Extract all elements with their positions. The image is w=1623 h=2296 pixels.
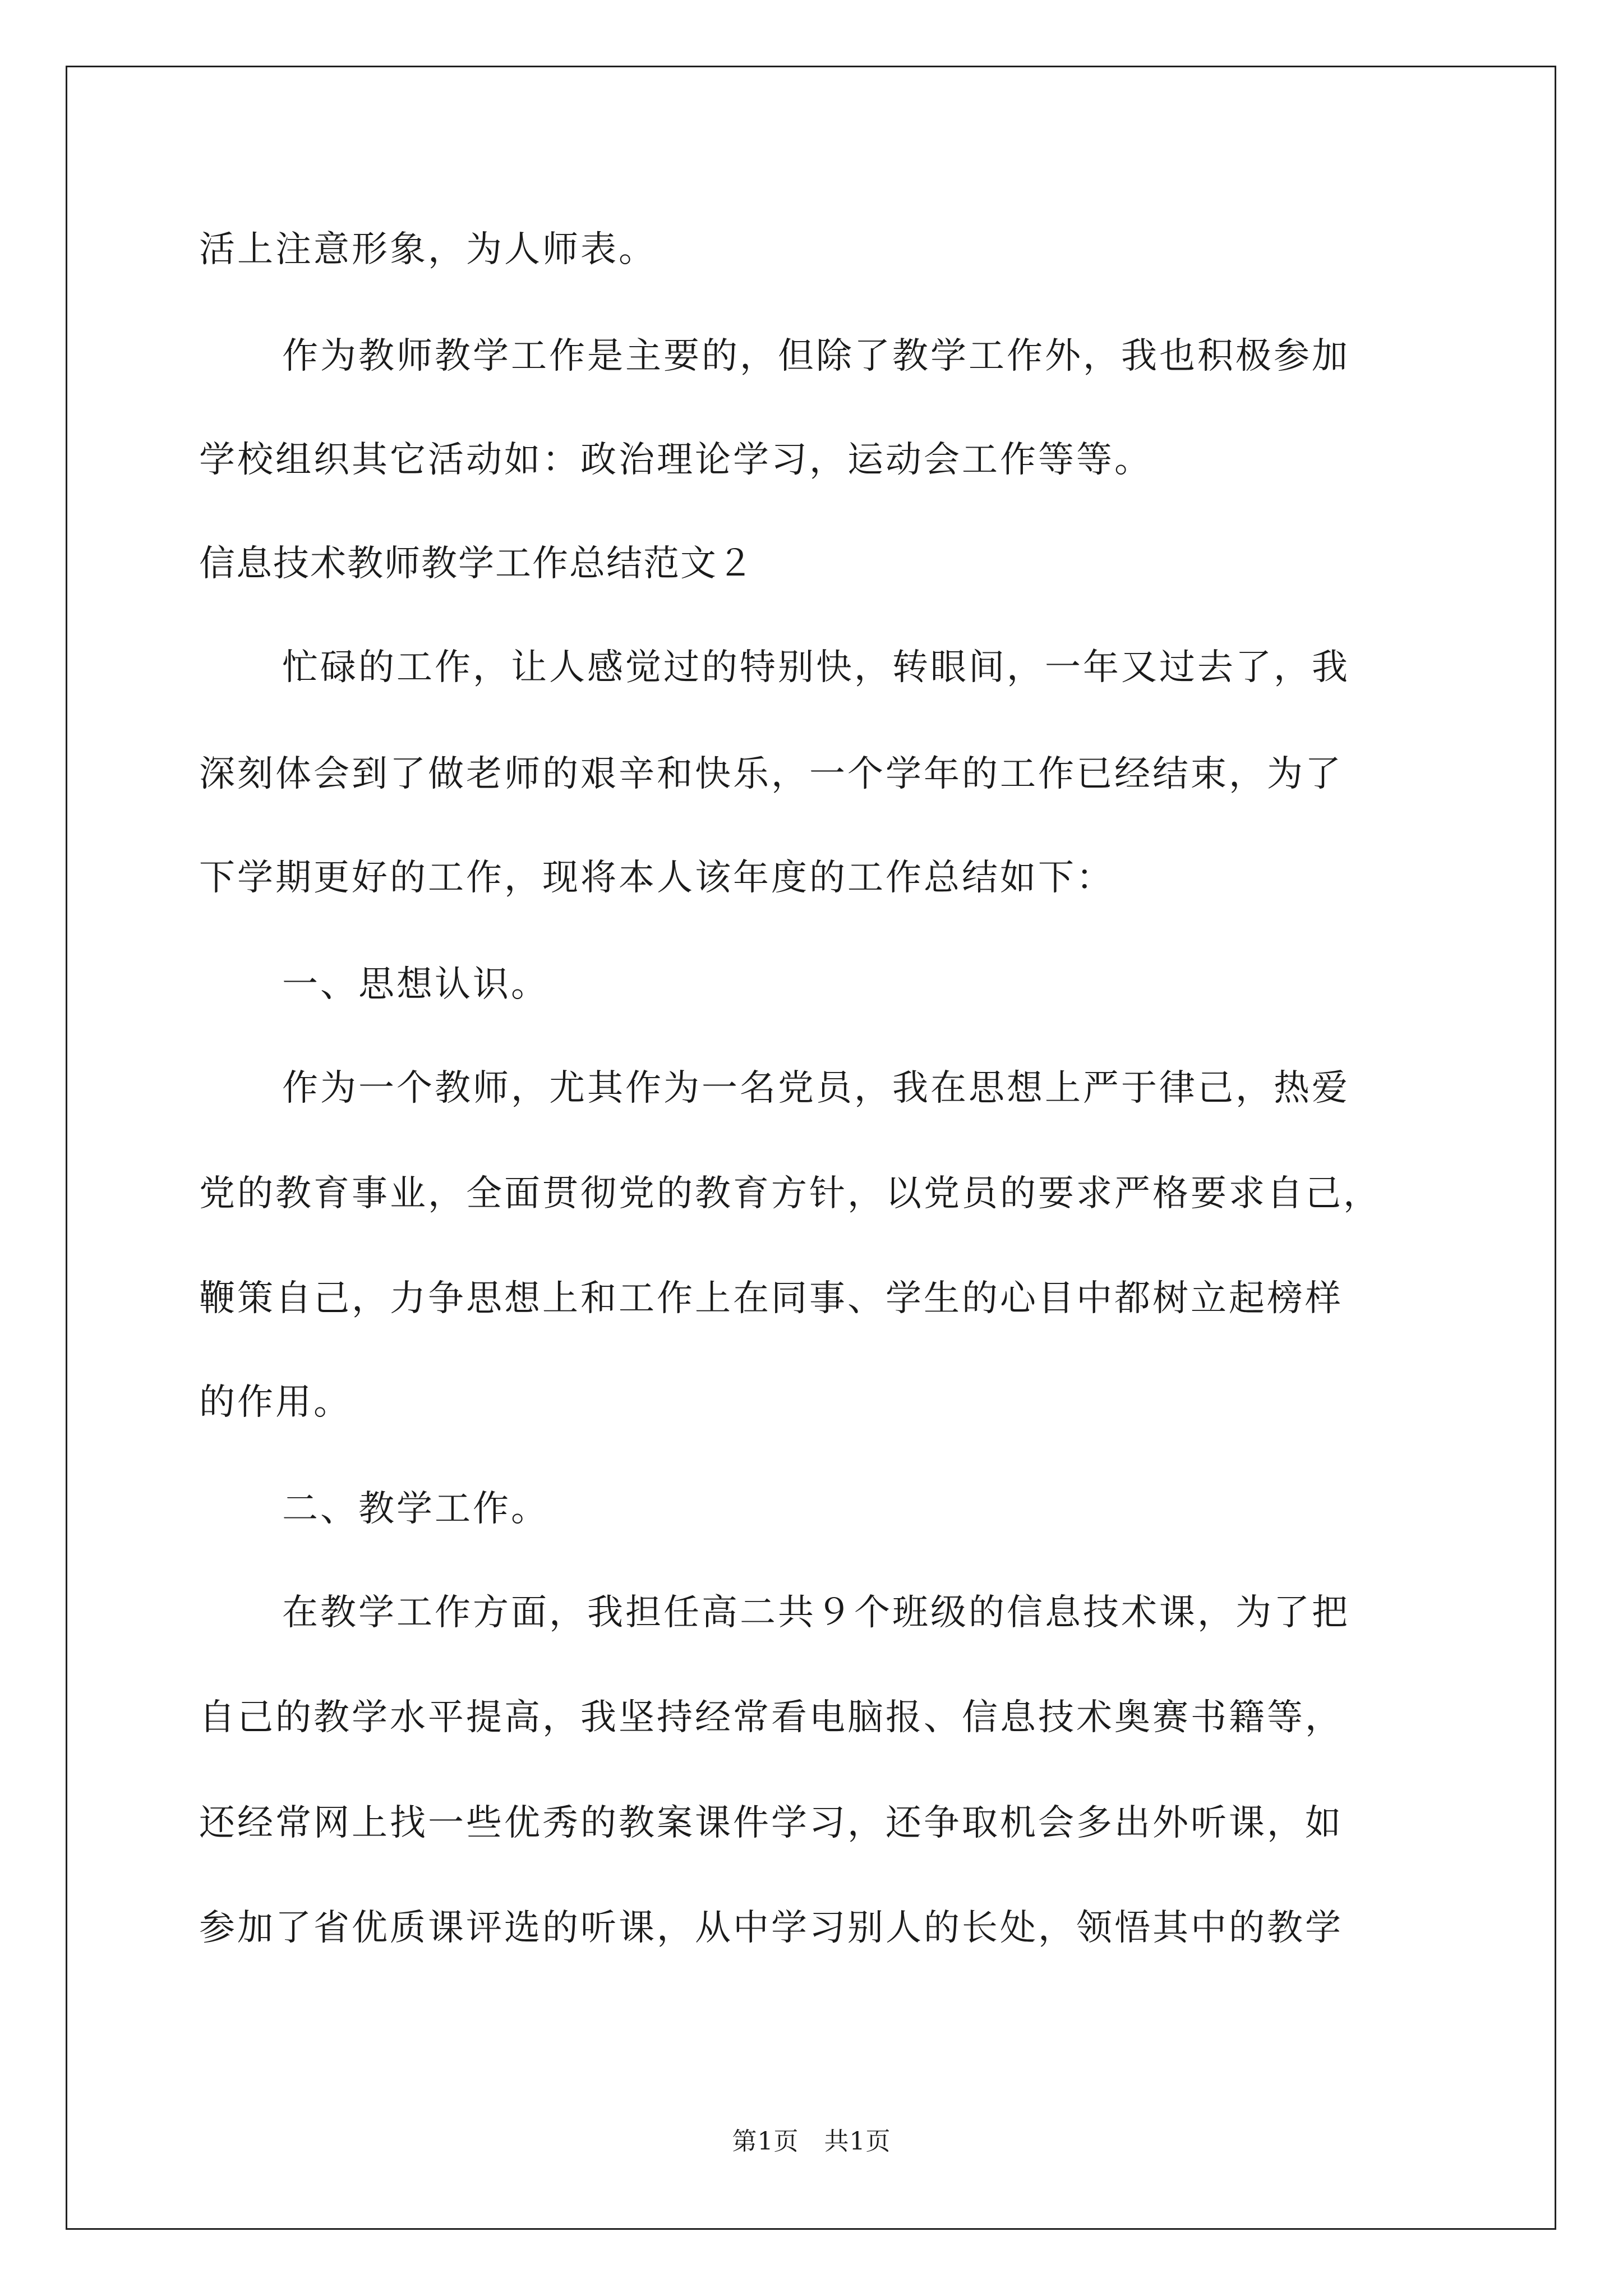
page-footer: 第1页 共1页	[732, 2127, 891, 2156]
text-line: 自己的教学水平提高，我坚持经常看电脑报、信息技术奥赛书籍等，	[199, 1697, 1343, 1738]
text-line: 党的教育事业，全面贯彻党的教育方针，以党员的要求严格要求自己，	[199, 1173, 1381, 1214]
text-line: 深刻体会到了做老师的艰辛和快乐，一个学年的工作已经结束，为了	[199, 753, 1343, 795]
text-line: 的作用。	[199, 1382, 352, 1423]
text-line: 下学期更好的工作，现将本人该年度的工作总结如下：	[199, 857, 1114, 899]
subheading: 二、教学工作。	[282, 1488, 549, 1530]
text-line: 参加了省优质课评选的听课，从中学习别人的长处，领悟其中的教学	[199, 1907, 1343, 1949]
text-line: 作为教师教学工作是主要的，但除了教学工作外，我也积极参加	[282, 335, 1350, 377]
section-heading: 信息技术教师教学工作总结范文２	[199, 543, 754, 585]
text-line: 忙碌的工作，让人感觉过的特别快，转眼间，一年又过去了，我	[282, 647, 1350, 688]
text-line: 作为一个教师，尤其作为一名党员，我在思想上严于律己，热爱	[282, 1068, 1350, 1109]
subheading: 一、思想认识。	[282, 964, 549, 1005]
text-line: 学校组织其它活动如：政治理论学习，运动会工作等等。	[199, 439, 1152, 481]
text-line: 在教学工作方面，我担任高二共９个班级的信息技术课，为了把	[282, 1592, 1350, 1634]
text-line: 鞭策自己，力争思想上和工作上在同事、学生的心目中都树立起榜样	[199, 1278, 1343, 1319]
text-line: 还经常网上找一些优秀的教案课件学习，还争取机会多出外听课，如	[199, 1802, 1343, 1844]
text-line: 活上注意形象，为人师表。	[199, 229, 657, 270]
